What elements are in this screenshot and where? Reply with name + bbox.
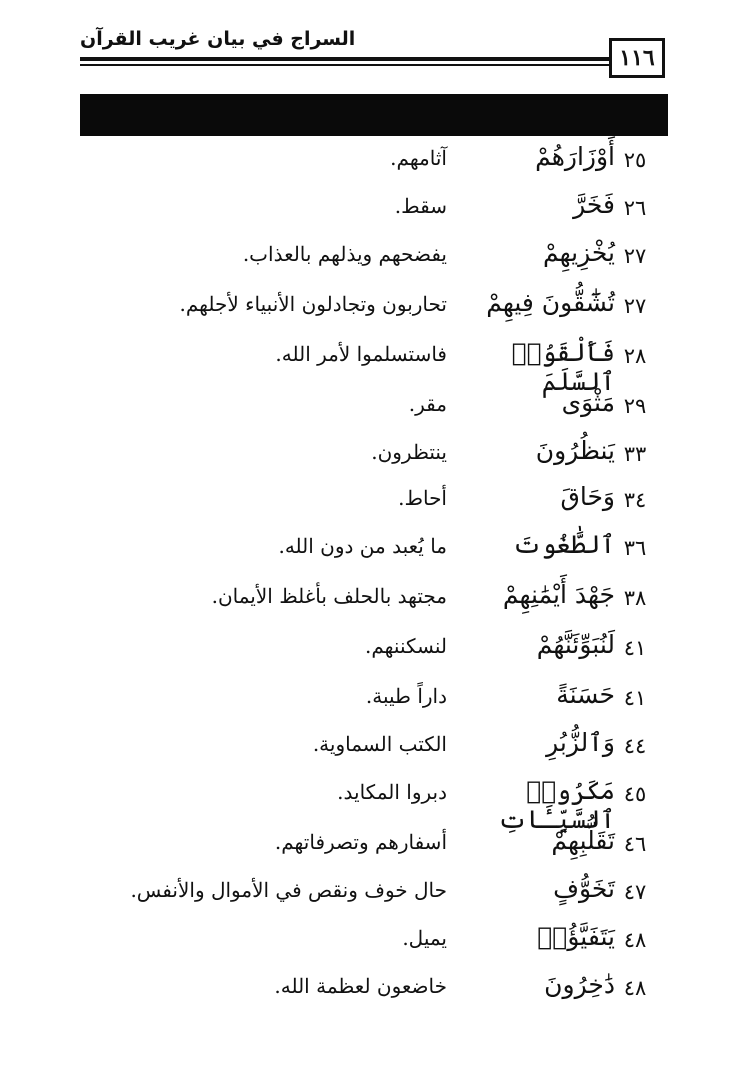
glossary-entry bbox=[0, 628, 755, 674]
glossary-entry bbox=[0, 920, 755, 966]
word-meaning: دبروا المكايد. bbox=[337, 780, 447, 804]
word-meaning: سقط. bbox=[394, 194, 447, 218]
quran-word: حَسَنَةً bbox=[556, 680, 615, 709]
verse-number: ٣٤ bbox=[623, 488, 647, 512]
glossary-entry bbox=[0, 188, 755, 234]
verse-number: ٢٦ bbox=[623, 196, 647, 220]
verse-number: ٣٨ bbox=[623, 586, 647, 610]
verse-number: ٢٧ bbox=[623, 244, 647, 268]
quran-word: مَكَرُوا۟ ٱلسَّيِّـَٔاتِ bbox=[497, 776, 615, 834]
glossary-entry bbox=[0, 872, 755, 918]
glossary-entry bbox=[0, 774, 755, 834]
quran-word: يَنظُرُونَ bbox=[535, 436, 615, 465]
word-meaning: أسفارهم وتصرفاتهم. bbox=[274, 830, 447, 854]
header-rule-thin bbox=[80, 64, 612, 66]
section-header-bar bbox=[80, 94, 668, 136]
quran-word: وَٱلزُّبُرِ bbox=[546, 728, 615, 757]
glossary-entry bbox=[0, 434, 755, 480]
quran-word: فَأَلْقَوُا۟ ٱلسَّلَمَ bbox=[511, 338, 615, 396]
glossary-entry bbox=[0, 726, 755, 772]
quran-word: أَوْزَارَهُمْ bbox=[535, 142, 615, 171]
header-rule-thick bbox=[80, 57, 612, 61]
glossary-entry bbox=[0, 678, 755, 724]
quran-word: جَهْدَ أَيْمَٰنِهِمْ bbox=[502, 580, 615, 609]
quran-word: مَثْوَى bbox=[561, 388, 615, 417]
book-title: السراج في بيان غريب القرآن bbox=[80, 28, 356, 50]
quran-word: تَقَلُّبِهِمْ bbox=[551, 826, 615, 855]
quran-word: وَحَاقَ bbox=[560, 482, 615, 511]
verse-number: ٢٨ bbox=[623, 344, 647, 368]
verse-number: ٢٥ bbox=[623, 148, 647, 172]
word-meaning: ما يُعبد من دون الله. bbox=[278, 534, 447, 558]
word-meaning: لنسكننهم. bbox=[365, 634, 447, 658]
word-meaning: مجتهد بالحلف بأغلظ الأيمان. bbox=[211, 584, 447, 608]
glossary-entry bbox=[0, 386, 755, 432]
word-meaning: يفضحهم ويذلهم بالعذاب. bbox=[242, 242, 447, 266]
quran-word: يَتَفَيَّؤُا۟ bbox=[537, 922, 615, 951]
verse-number: ٤١ bbox=[623, 686, 647, 710]
word-meaning: تحاربون وتجادلون الأنبياء لأجلهم. bbox=[179, 292, 447, 316]
word-meaning: الكتب السماوية. bbox=[312, 732, 447, 756]
verse-number: ٤٦ bbox=[623, 832, 647, 856]
glossary-entry bbox=[0, 140, 755, 186]
word-meaning: ينتظرون. bbox=[371, 440, 447, 464]
verse-number: ٢٩ bbox=[623, 394, 647, 418]
word-meaning: مقر. bbox=[408, 392, 447, 416]
page-number: ١١٦ bbox=[609, 38, 665, 78]
verse-number: ٤٨ bbox=[623, 976, 647, 1000]
verse-number: ٣٣ bbox=[623, 442, 647, 466]
quran-word: دَٰخِرُونَ bbox=[544, 970, 615, 999]
quran-word: فَخَرَّ bbox=[573, 190, 615, 219]
verse-number: ٤٤ bbox=[623, 734, 647, 758]
quran-word: ٱلطَّٰغُوتَ bbox=[512, 530, 615, 559]
verse-number: ٤٥ bbox=[623, 782, 647, 806]
glossary-entry bbox=[0, 578, 755, 624]
glossary-entry bbox=[0, 480, 755, 526]
word-meaning: خاضعون لعظمة الله. bbox=[274, 974, 447, 998]
glossary-entry bbox=[0, 286, 755, 332]
word-meaning: داراً طيبة. bbox=[365, 684, 447, 708]
quran-word: لَنُبَوِّئَنَّهُمْ bbox=[536, 630, 615, 659]
word-meaning: آثامهم. bbox=[390, 146, 447, 170]
quran-word: يُخْزِيهِمْ bbox=[542, 238, 615, 267]
verse-number: ٢٧ bbox=[623, 294, 647, 318]
glossary-entry bbox=[0, 236, 755, 282]
glossary-entry bbox=[0, 968, 755, 1014]
glossary-entry bbox=[0, 528, 755, 574]
verse-number: ٤٨ bbox=[623, 928, 647, 952]
verse-number: ٤١ bbox=[623, 636, 647, 660]
word-meaning: يميل. bbox=[402, 926, 447, 950]
word-meaning: أحاط. bbox=[398, 486, 447, 510]
word-meaning: حال خوف ونقص في الأموال والأنفس. bbox=[130, 878, 447, 902]
verse-number: ٣٦ bbox=[623, 536, 647, 560]
quran-word: تَخَوُّفٍ bbox=[553, 874, 615, 903]
word-meaning: فاستسلموا لأمر الله. bbox=[275, 342, 447, 366]
glossary-entry bbox=[0, 336, 755, 396]
quran-word: تُشَٰٓقُّونَ فِيهِمْ bbox=[486, 288, 615, 317]
glossary-entry bbox=[0, 824, 755, 870]
verse-number: ٤٧ bbox=[623, 880, 647, 904]
